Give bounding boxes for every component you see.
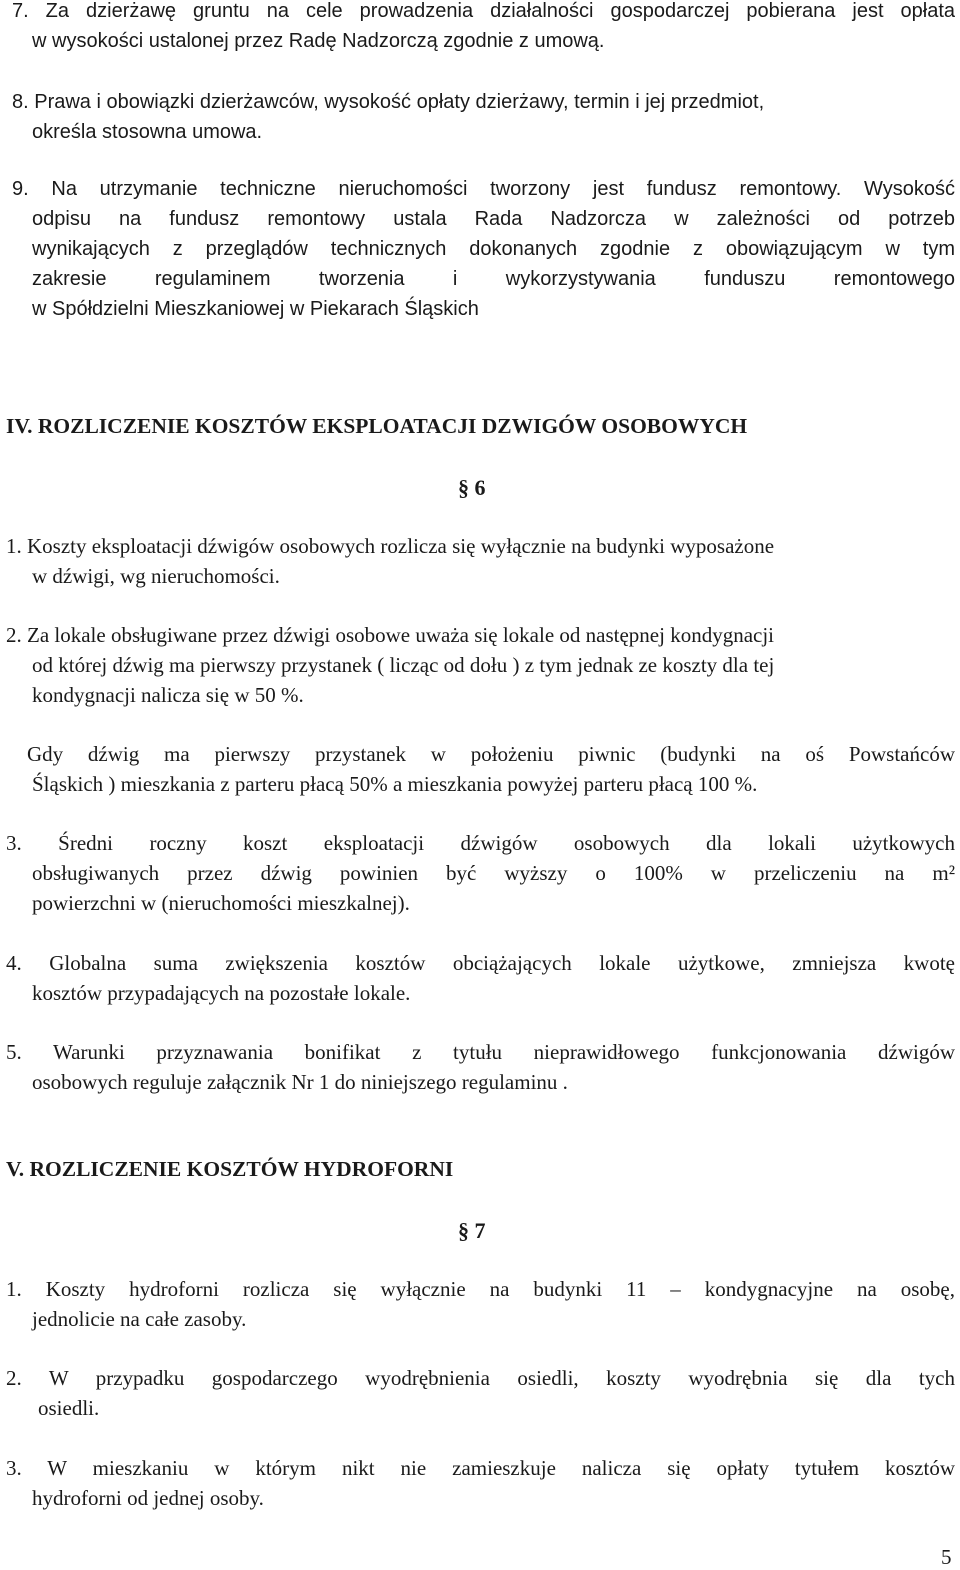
text-line: 7. Za dzierżawę gruntu na cele prowadzenia działalności gospodarczej pobierana jest opłata (12, 0, 955, 22)
paragraph-sign: § 7 (458, 1218, 486, 1243)
text-line: od której dźwig ma pierwszy przystanek ( licząc od dołu ) z tym jednak ze koszty dla tej (32, 653, 775, 677)
text-line: Śląskich ) mieszkania z parteru płacą 50% a mieszkania powyżej parteru płacą 100 %. (32, 772, 758, 796)
text-line: 8. Prawa i obowiązki dzierżawców, wysokość opłaty dzierżawy, termin i jej przedmiot, (12, 91, 765, 113)
text-line: określa stosowna umowa. (32, 121, 263, 143)
text-line: hydroforni od jednej osoby. (32, 1486, 264, 1510)
text-line: 3. Średni roczny koszt eksploatacji dźwigów osobowych dla lokali użytkowych (6, 831, 955, 855)
text-line: osiedli. (38, 1396, 100, 1420)
text-line: 4. Globalna suma zwiększenia kosztów obciążających lokale użytkowe, zmniejsza kwotę (6, 951, 955, 975)
text-line: 3. W mieszkaniu w którym nikt nie zamieszkuje nalicza się opłaty tytułem kosztów (6, 1456, 955, 1480)
text-line: kosztów przypadających na pozostałe lokale. (32, 981, 411, 1005)
text-line: 2. W przypadku gospodarczego wyodrębnienia osiedli, koszty wyodrębnia się dla tych (6, 1366, 955, 1390)
page-number: 5 (941, 1545, 952, 1569)
text-line: obsługiwanych przez dźwig powinien być wyższy o 100% w przeliczeniu na m² (32, 861, 955, 885)
text-line: osobowych reguluje załącznik Nr 1 do niniejszego regulaminu . (32, 1070, 568, 1094)
text-line: wynikających z przeglądów technicznych dokonanych zgodnie z obowiązującym w tym (32, 238, 955, 260)
text-line: w wysokości ustalonej przez Radę Nadzorczą zgodnie z umową. (32, 30, 605, 52)
text-line: 9. Na utrzymanie techniczne nieruchomości tworzony jest fundusz remontowy. Wysokość (12, 178, 955, 200)
text-line: 1. Koszty hydroforni rozlicza się wyłącznie na budynki 11 – kondygnacyjne na osobę, (6, 1277, 955, 1301)
text-line: 5. Warunki przyznawania bonifikat z tytułu nieprawidłowego funkcjonowania dźwigów (6, 1040, 955, 1064)
text-line: kondygnacji nalicza się w 50 %. (32, 683, 304, 707)
text-line: w dźwigi, wg nieruchomości. (32, 564, 280, 588)
paragraph-sign: § 6 (458, 475, 486, 500)
text-line: 1. Koszty eksploatacji dźwigów osobowych rozlicza się wyłącznie na budynki wyposażone (6, 534, 775, 558)
section-heading: V. ROZLICZENIE KOSZTÓW HYDROFORNI (6, 1157, 454, 1181)
text-line: odpisu na fundusz remontowy ustala Rada Nadzorcza w zależności od potrzeb (32, 208, 955, 230)
text-line: w Spółdzielni Mieszkaniowej w Piekarach Śląskich (32, 298, 479, 320)
text-line: 2. Za lokale obsługiwane przez dźwigi osobowe uważa się lokale od następnej kondygnacji (6, 623, 775, 647)
section-heading: IV. ROZLICZENIE KOSZTÓW EKSPLOATACJI DZWIGÓW OSOBOWYCH (6, 414, 748, 438)
text-line: Gdy dźwig ma pierwszy przystanek w położeniu piwnic (budynki na oś Powstańców (27, 742, 955, 766)
text-line: powierzchni w (nieruchomości mieszkalnej). (32, 891, 410, 915)
text-line: zakresie regulaminem tworzenia i wykorzystywania funduszu remontowego (32, 268, 955, 290)
text-line: jednolicie na całe zasoby. (32, 1307, 247, 1331)
